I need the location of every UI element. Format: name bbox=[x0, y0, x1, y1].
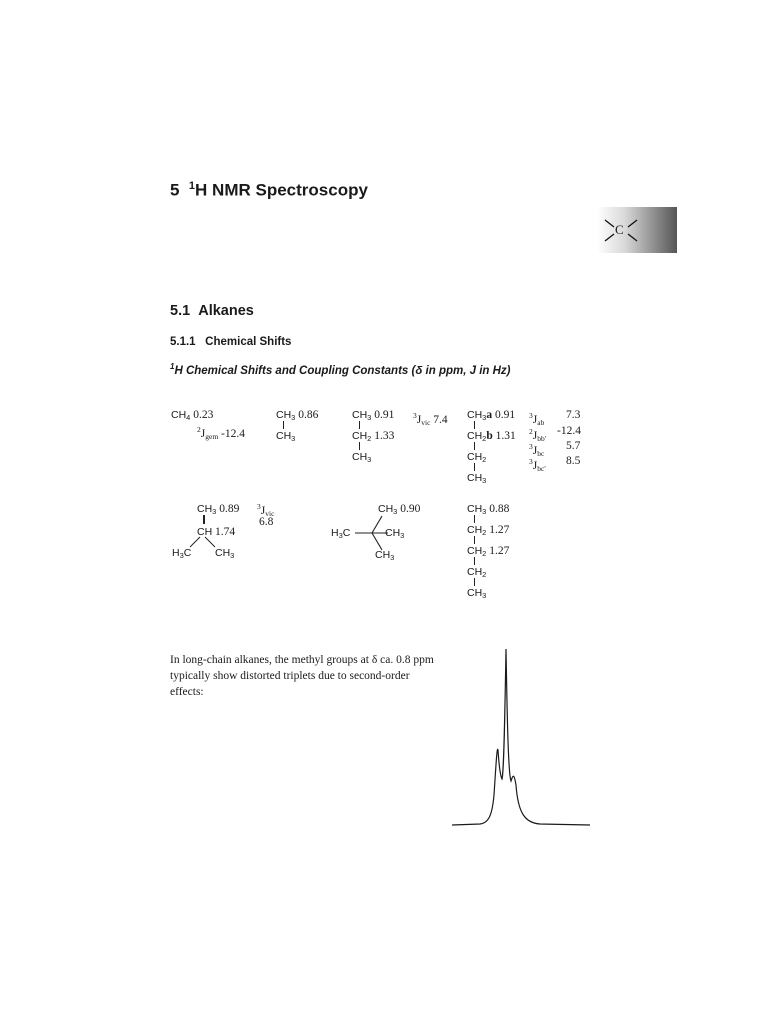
side-tab-atom: C bbox=[615, 222, 624, 237]
section-heading: 5.1 Alkanes bbox=[170, 303, 254, 319]
coupling-value: -12.4 bbox=[557, 425, 581, 437]
chapter-heading: 5 $^1$H NMR Spectroscopy bbox=[170, 180, 368, 200]
tetrahedral-carbon-icon bbox=[597, 207, 677, 253]
coupling-label: $^3J_{bc}$ bbox=[529, 442, 545, 458]
subsection-heading: 5.1.1 Chemical Shifts bbox=[170, 336, 292, 348]
carbon-side-tab bbox=[597, 207, 677, 253]
coupling-label: $^3J_{ab}$ bbox=[529, 411, 545, 427]
coupling-label: $^2J_{bb'}$ bbox=[529, 427, 547, 443]
coupling-value: 5.7 bbox=[566, 440, 581, 452]
table-title: $^1$H Chemical Shifts and Coupling Constants (δ in ppm, J in Hz) bbox=[170, 362, 511, 377]
coupling-value: 8.5 bbox=[566, 455, 581, 467]
coupling-value: 7.3 bbox=[566, 409, 581, 421]
coupling-label: $^3J_{bc'}$ bbox=[529, 457, 546, 473]
nmr-spectrum-plot bbox=[450, 645, 595, 830]
body-paragraph: In long-chain alkanes, the methyl groups at δ ca. 0.8 ppm typically show distorted triplets due to second-order effects: bbox=[170, 654, 434, 698]
